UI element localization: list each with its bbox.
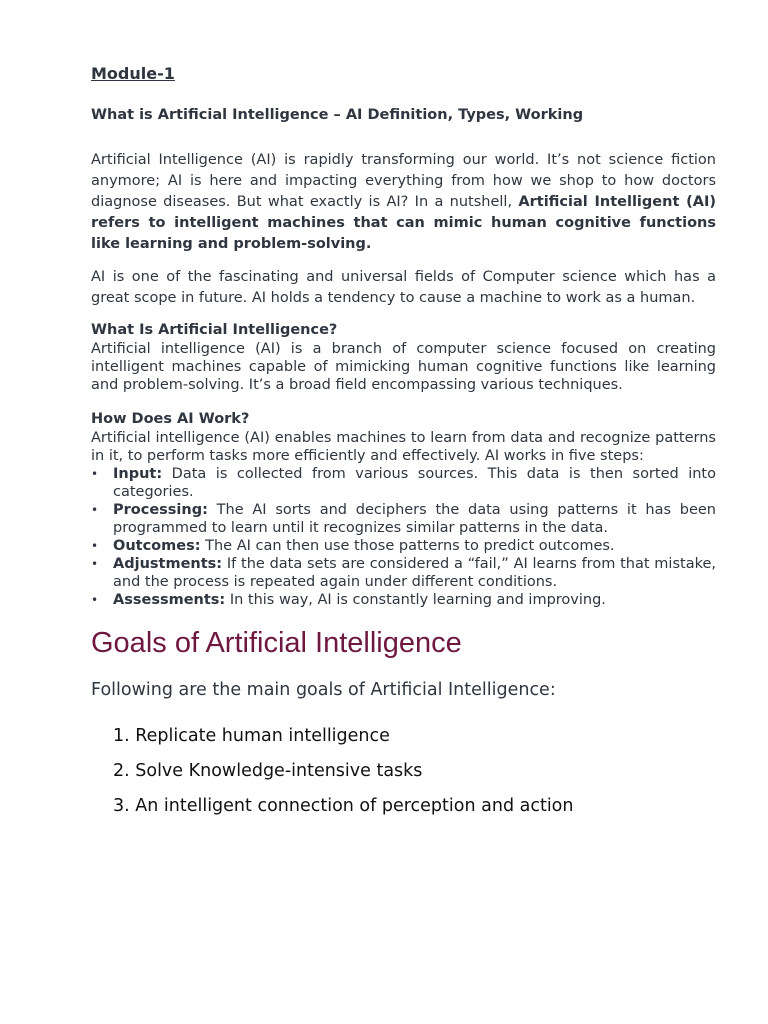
bullet-icon: •: [91, 593, 99, 607]
step-term: Assessments:: [113, 592, 226, 608]
step-description: Data is collected from various sources. This data is then sorted into categories.: [113, 466, 716, 500]
step-description: The AI can then use those patterns to predict outcomes.: [200, 538, 615, 554]
list-item: [91, 537, 716, 555]
how-ai-works-paragraph: Artificial intelligence (AI) enables machines to learn from data and recognize patterns in it, to perform tasks more efficiently and effectively. AI works in five steps:: [91, 430, 716, 464]
list-item: [91, 555, 716, 591]
intro-bold-definition: Artificial Intelligent (AI) refers to intelligent machines that can mimic human cognitive functions like learning and problem-solving.: [91, 194, 717, 252]
bullet-icon: •: [91, 539, 99, 553]
intro-text: Artificial Intelligence (AI) is rapidly transforming our world. It’s not science fiction anymore; AI is here and impacting everything from how we shop to how doctors diagnose diseases. But what exactly is AI? In a nutshell,: [91, 152, 716, 210]
document-page: [91, 62, 716, 828]
goal-item: 1. Replicate human intelligence: [113, 726, 390, 746]
module-title: Module-1: [91, 64, 175, 83]
step-term: Outcomes:: [113, 538, 201, 554]
what-is-ai-paragraph: Artificial intelligence (AI) is a branch of computer science focused on creating intelligent machines capable of mimicking human cognitive functions like learning and problem-solving. It’s a broad field encompassing various techniques.: [91, 341, 716, 393]
ai-steps-list: [91, 465, 716, 609]
goals-intro: Following are the main goals of Artificial Intelligence:: [91, 680, 556, 700]
list-item: [91, 591, 716, 609]
bullet-icon: •: [91, 467, 99, 481]
bullet-icon: •: [91, 557, 99, 571]
goals-list: [91, 723, 716, 819]
step-description: The AI sorts and deciphers the data using patterns it has been programmed to learn until it recognizes similar patterns in the data.: [113, 502, 716, 536]
step-term: Processing:: [113, 502, 208, 518]
step-term: Input:: [113, 466, 163, 482]
how-ai-works-heading: How Does AI Work?: [91, 411, 250, 427]
goals-heading: Goals of Artificial Intelligence: [91, 627, 462, 659]
what-is-ai-heading: What Is Artificial Intelligence?: [91, 322, 338, 338]
list-item: [91, 501, 716, 537]
step-term: Adjustments:: [113, 556, 223, 572]
list-item: [91, 465, 716, 501]
document-subtitle: What is Artificial Intelligence – AI Definition, Types, Working: [91, 107, 584, 123]
intro-paragraph: [91, 150, 716, 255]
scope-paragraph: AI is one of the fascinating and universal fields of Computer science which has a great scope in future. AI holds a tendency to cause a machine to work as a human.: [91, 269, 716, 306]
goal-item: 3. An intelligent connection of perception and action: [113, 796, 574, 816]
goal-item: 2. Solve Knowledge-intensive tasks: [113, 761, 423, 781]
bullet-icon: •: [91, 503, 99, 517]
step-description: If the data sets are considered a “fail,” AI learns from that mistake, and the process is repeated again under different conditions.: [113, 556, 716, 590]
step-description: In this way, AI is constantly learning and improving.: [225, 592, 606, 608]
